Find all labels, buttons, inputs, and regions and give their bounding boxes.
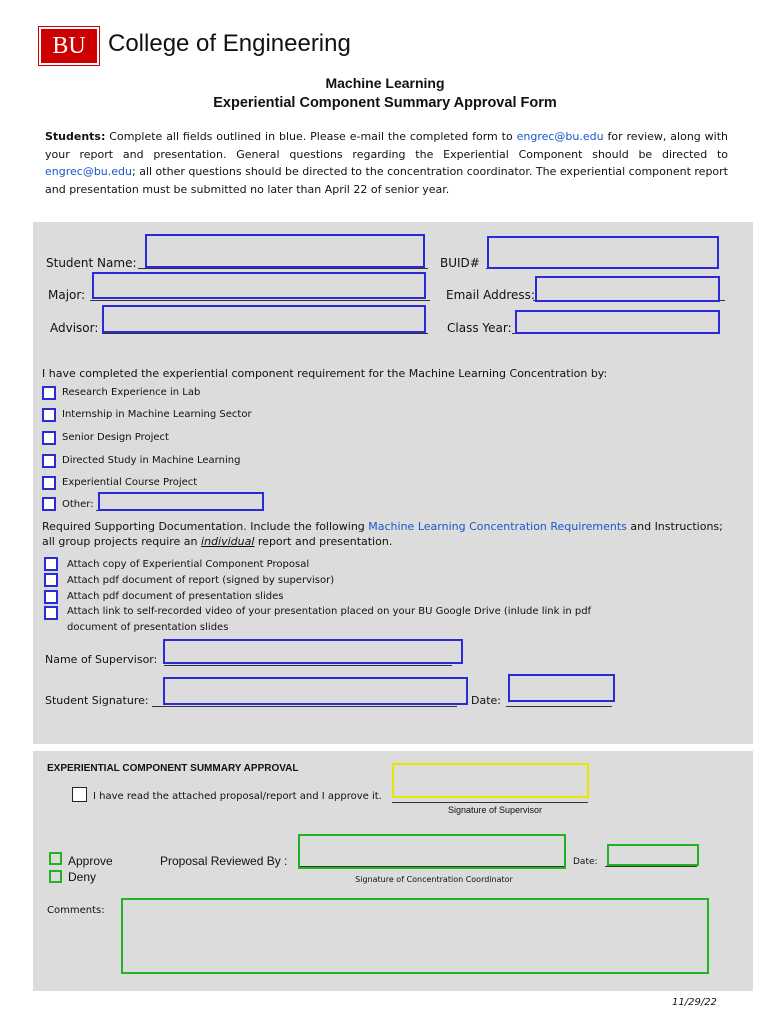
option-internship-label: Internship in Machine Learning Sector [62,409,252,420]
requirement-statement: I have completed the experiential component requirement for the Machine Learning Concentration by: [42,367,608,380]
class-year-label: Class Year: [447,321,512,335]
attach-video-checkbox[interactable] [44,606,58,620]
intro-text-2: for review, along with your report and presentation. General questions regarding the Experiential Component should be directed to [45,130,729,161]
supervisor-signature-input[interactable] [392,763,589,798]
senior-design-checkbox[interactable] [42,431,56,445]
email-link-1[interactable]: engrec@bu.edu [516,130,604,143]
major-label: Major: [48,288,86,302]
other-input[interactable] [98,492,264,511]
student-name-input[interactable] [145,234,425,268]
ml-requirements-link[interactable]: Machine Learning Concentration Requirements [368,520,627,533]
supervisor-sig-underline [392,802,588,803]
supervisor-name-underline [164,665,452,666]
individual-emphasis: individual [201,535,255,548]
supervisor-name-label: Name of Supervisor: [45,653,158,666]
supervisor-sig-caption: Signature of Supervisor [447,805,543,815]
doc-intro-text-1: Required Supporting Documentation. Include the following [42,520,369,533]
student-name-label: Student Name: [46,256,137,270]
other-checkbox[interactable] [42,497,56,511]
students-label: Students: [45,130,106,143]
major-underline [90,300,430,301]
internship-checkbox[interactable] [42,408,56,422]
documentation-note [42,535,392,548]
buid-label: BUID# [440,256,480,270]
buid-input[interactable] [487,236,719,269]
revision-date: 11/29/22 [672,997,717,1008]
comments-input[interactable] [121,898,709,974]
option-course-project-label: Experiential Course Project [62,477,198,488]
advisor-underline [102,333,428,334]
college-name: College of Engineering [108,30,351,57]
major-input[interactable] [92,272,426,299]
intro-text-1: Complete all fields outlined in blue. Please e-mail the completed form to [105,130,517,143]
doc-note-text-1: all group projects require an [42,535,202,548]
read-statement: I have read the attached proposal/report and I approve it. [93,791,382,802]
advisor-input[interactable] [102,305,426,333]
attach-report-label: Attach pdf document of report (signed by supervisor) [67,575,335,586]
email-address-input[interactable] [535,276,720,302]
directed-study-checkbox[interactable] [42,454,56,468]
student-date-input[interactable] [508,674,615,702]
coordinator-date-input[interactable] [607,844,699,866]
student-name-underline [138,268,428,269]
attach-proposal-checkbox[interactable] [44,557,58,571]
attach-slides-checkbox[interactable] [44,590,58,604]
email-address-label: Email Address: [446,288,535,302]
intro-text-3: ; all other questions should be directed to the concentration coordinator. The experiential component report and presentation must be submitted no later than April 22 of senior year. [45,165,728,196]
doc-intro-text-2: and Instructions; [626,520,723,533]
comments-label: Comments: [47,905,105,916]
student-signature-input[interactable] [163,677,468,705]
option-research-label: Research Experience in Lab [62,387,201,398]
documentation-intro [42,520,742,533]
approval-heading: EXPERIENTIAL COMPONENT SUMMARY APPROVAL [47,763,299,774]
student-signature-label: Student Signature: [45,694,149,707]
coordinator-date-underline [605,866,697,867]
class-year-input[interactable] [515,310,720,334]
attach-proposal-label: Attach copy of Experiential Component Proposal [67,559,310,570]
option-other-label: Other: [62,499,94,510]
form-title-line1: Machine Learning [325,75,445,91]
approve-read-checkbox[interactable] [72,787,87,802]
supervisor-name-input[interactable] [163,639,463,664]
advisor-label: Advisor: [50,321,99,335]
coordinator-signature-input[interactable] [298,834,566,869]
option-senior-design-label: Senior Design Project [62,432,169,443]
attach-video-label: Attach link to self-recorded video of your presentation placed on your BU Google Drive (inlude link in pdf [67,606,592,617]
attach-slides-label: Attach pdf document of presentation slides [67,591,284,602]
instructions-paragraph [45,128,728,198]
option-directed-study-label: Directed Study in Machine Learning [62,455,241,466]
student-date-label: Date: [471,694,501,707]
student-signature-underline [152,706,457,707]
approve-checkbox[interactable] [49,852,62,865]
attach-video-label-line2: document of presentation slides [67,622,229,633]
email-link-2[interactable]: engrec@bu.edu [45,165,132,179]
reviewed-by-label: Proposal Reviewed By : [160,854,288,868]
deny-label: Deny [68,870,97,884]
form-title-line2: Experiential Component Summary Approval Form [213,95,557,111]
doc-note-text-2: report and presentation. [254,535,393,548]
coordinator-sig-caption: Signature of Concentration Coordinator [355,875,513,884]
course-project-checkbox[interactable] [42,476,56,490]
approve-label: Approve [68,854,113,868]
bu-logo: BU [38,26,100,66]
coordinator-date-label: Date: [573,857,598,867]
student-date-underline [506,706,612,707]
research-lab-checkbox[interactable] [42,386,56,400]
attach-report-checkbox[interactable] [44,573,58,587]
